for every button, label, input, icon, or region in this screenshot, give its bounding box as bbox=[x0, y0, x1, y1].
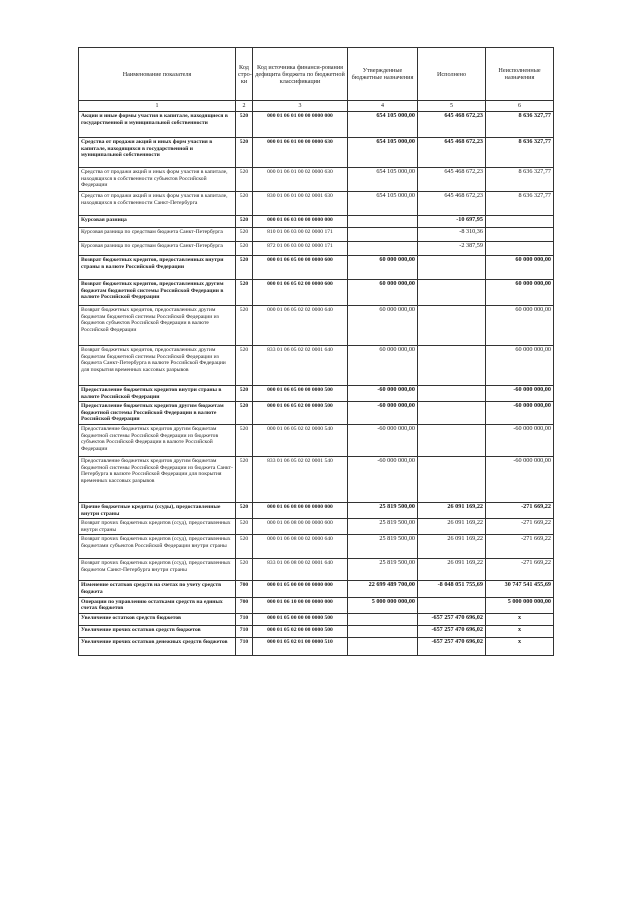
row-name: Возврат прочих бюджетных кредитов (ссуд), предоставленных бюджетами субъектов Российской Федерации внутри страны bbox=[79, 535, 236, 559]
row-approved: 60 000 000,00 bbox=[348, 306, 418, 346]
table-row bbox=[79, 216, 554, 228]
row-unexecuted: 8 636 327,77 bbox=[486, 192, 554, 216]
row-unexecuted bbox=[486, 228, 554, 242]
row-source-code: 000 01 05 00 00 00 0000 500 bbox=[253, 613, 348, 625]
row-line-code: 700 bbox=[236, 597, 253, 613]
row-approved bbox=[348, 228, 418, 242]
row-approved: 654 105 000,00 bbox=[348, 138, 418, 168]
row-name: Возврат бюджетных кредитов, предоставленных другим бюджетам бюджетной системы Российской Федерации в валюте Российской Федерации bbox=[79, 280, 236, 306]
row-name: Курсовая разница по средствам бюджета Санкт-Петербурга bbox=[79, 242, 236, 256]
row-line-code: 710 bbox=[236, 625, 253, 637]
header-indicator-name: Наименование показателя bbox=[79, 48, 236, 101]
row-approved bbox=[348, 216, 418, 228]
row-approved: 5 000 000 000,00 bbox=[348, 597, 418, 613]
table-row bbox=[79, 559, 554, 581]
column-number: 3 bbox=[253, 101, 348, 112]
column-number-row bbox=[79, 101, 554, 112]
row-executed bbox=[418, 402, 486, 425]
row-name: Возврат прочих бюджетных кредитов (ссуд), предоставленных бюджетом Санкт-Петербурга внутри страны bbox=[79, 559, 236, 581]
row-executed bbox=[418, 386, 486, 402]
row-source-code: 000 01 06 05 02 02 0000 640 bbox=[253, 306, 348, 346]
row-executed: 645 468 672,23 bbox=[418, 112, 486, 138]
row-name: Курсовая разница bbox=[79, 216, 236, 228]
row-unexecuted: 30 747 541 455,69 bbox=[486, 581, 554, 597]
row-source-code: 000 01 05 02 01 00 0000 510 bbox=[253, 637, 348, 655]
row-line-code: 520 bbox=[236, 386, 253, 402]
row-line-code: 520 bbox=[236, 228, 253, 242]
row-line-code: 520 bbox=[236, 192, 253, 216]
row-name: Средства от продажи акций и иных форм участия в капитале, находящихся в государственной и муниципальной собственности bbox=[79, 138, 236, 168]
row-source-code: 000 01 06 01 00 00 0000 630 bbox=[253, 138, 348, 168]
row-source-code: 000 01 06 08 00 00 0000 600 bbox=[253, 519, 348, 535]
header-row bbox=[79, 48, 554, 101]
table-row bbox=[79, 456, 554, 502]
header-unexecuted: Неисполненные назначения bbox=[486, 48, 554, 101]
row-line-code: 520 bbox=[236, 424, 253, 456]
table-row bbox=[79, 637, 554, 655]
row-executed: 26 091 169,22 bbox=[418, 535, 486, 559]
table-row bbox=[79, 535, 554, 559]
header-source-code: Код источника финанси-рования дефицита бюджета по бюджетной классификации bbox=[253, 48, 348, 101]
row-unexecuted: 60 000 000,00 bbox=[486, 256, 554, 280]
row-line-code: 520 bbox=[236, 535, 253, 559]
row-line-code: 520 bbox=[236, 216, 253, 228]
row-approved: 25 819 500,00 bbox=[348, 559, 418, 581]
table-row bbox=[79, 168, 554, 192]
column-number: 5 bbox=[418, 101, 486, 112]
row-executed: -10 697,95 bbox=[418, 216, 486, 228]
row-name: Предоставление бюджетных кредитов другим бюджетам бюджетной системы Российской Федерации в валюте Российской Федерации bbox=[79, 402, 236, 425]
row-unexecuted: -271 669,22 bbox=[486, 502, 554, 518]
row-executed bbox=[418, 306, 486, 346]
table-row bbox=[79, 402, 554, 425]
row-name: Возврат бюджетных кредитов, предоставленных другим бюджетам бюджетной системы Российской Федерации из бюджета Санкт-Петербурга в валюте Российской Федерации для покрытия временных кассовых разрывов bbox=[79, 346, 236, 386]
row-approved bbox=[348, 637, 418, 655]
row-name: Операции по управлению остатками средств на единых счетах бюджетов bbox=[79, 597, 236, 613]
row-approved: 60 000 000,00 bbox=[348, 346, 418, 386]
row-unexecuted bbox=[486, 242, 554, 256]
row-executed: 645 468 672,23 bbox=[418, 168, 486, 192]
row-executed bbox=[418, 456, 486, 502]
row-line-code: 520 bbox=[236, 559, 253, 581]
row-line-code: 520 bbox=[236, 256, 253, 280]
row-executed: 645 468 672,23 bbox=[418, 138, 486, 168]
row-line-code: 520 bbox=[236, 502, 253, 518]
row-executed: 26 091 169,22 bbox=[418, 559, 486, 581]
row-source-code: 833 01 06 05 02 02 0001 640 bbox=[253, 346, 348, 386]
table-row bbox=[79, 280, 554, 306]
row-approved bbox=[348, 625, 418, 637]
header-executed: Исполнено bbox=[418, 48, 486, 101]
row-source-code: 000 01 06 01 00 00 0000 000 bbox=[253, 112, 348, 138]
row-name: Увеличение прочих остатков денежных средств бюджетов bbox=[79, 637, 236, 655]
row-source-code: 000 01 05 02 00 00 0000 500 bbox=[253, 625, 348, 637]
row-executed bbox=[418, 346, 486, 386]
row-unexecuted: 60 000 000,00 bbox=[486, 346, 554, 386]
row-executed: -8 310,36 bbox=[418, 228, 486, 242]
row-unexecuted: 8 636 327,77 bbox=[486, 138, 554, 168]
row-source-code: 830 01 06 01 00 02 0001 630 bbox=[253, 192, 348, 216]
row-approved: 654 105 000,00 bbox=[348, 168, 418, 192]
row-unexecuted: 8 636 327,77 bbox=[486, 168, 554, 192]
row-name: Средства от продажи акций и иных форм участия в капитале, находящихся в собственности субъектов Российской Федерации bbox=[79, 168, 236, 192]
budget-table-sheet bbox=[78, 47, 553, 656]
table-row bbox=[79, 625, 554, 637]
column-number: 6 bbox=[486, 101, 554, 112]
row-source-code: 000 01 06 10 00 00 0000 000 bbox=[253, 597, 348, 613]
row-source-code: 000 01 06 08 00 00 0000 000 bbox=[253, 502, 348, 518]
row-line-code: 520 bbox=[236, 112, 253, 138]
row-source-code: 833 01 06 08 00 02 0001 640 bbox=[253, 559, 348, 581]
row-approved bbox=[348, 613, 418, 625]
row-unexecuted: 60 000 000,00 bbox=[486, 280, 554, 306]
row-executed bbox=[418, 256, 486, 280]
row-name: Предоставление бюджетных кредитов внутри страны в валюте Российской Федерации bbox=[79, 386, 236, 402]
column-number: 1 bbox=[79, 101, 236, 112]
row-line-code: 520 bbox=[236, 280, 253, 306]
row-source-code: 000 01 06 05 00 00 0000 500 bbox=[253, 386, 348, 402]
row-name: Предоставление бюджетных кредитов другим бюджетам бюджетной системы Российской Федерации из бюджетов субъектов Российской Федерации в валюте Российской Федерации bbox=[79, 424, 236, 456]
row-executed: 645 468 672,23 bbox=[418, 192, 486, 216]
row-approved: 654 105 000,00 bbox=[348, 112, 418, 138]
row-executed bbox=[418, 280, 486, 306]
row-approved bbox=[348, 242, 418, 256]
row-name: Изменение остатков средств на счетах по учету средств бюджета bbox=[79, 581, 236, 597]
row-unexecuted: x bbox=[486, 637, 554, 655]
row-source-code: 000 01 06 05 00 00 0000 600 bbox=[253, 256, 348, 280]
row-approved: 25 819 500,00 bbox=[348, 519, 418, 535]
row-unexecuted: x bbox=[486, 625, 554, 637]
table-row bbox=[79, 112, 554, 138]
table-row bbox=[79, 502, 554, 518]
row-source-code: 000 01 05 00 00 00 0000 000 bbox=[253, 581, 348, 597]
row-name: Увеличение прочих остатков средств бюджетов bbox=[79, 625, 236, 637]
row-name: Акции и иные формы участия в капитале, находящиеся в государственной и муниципальной собственности bbox=[79, 112, 236, 138]
row-source-code: 000 01 06 05 02 00 0000 600 bbox=[253, 280, 348, 306]
row-approved: -60 000 000,00 bbox=[348, 402, 418, 425]
row-unexecuted: -60 000 000,00 bbox=[486, 456, 554, 502]
row-line-code: 520 bbox=[236, 456, 253, 502]
row-unexecuted: 5 000 000 000,00 bbox=[486, 597, 554, 613]
row-source-code: 000 01 06 05 02 00 0000 500 bbox=[253, 402, 348, 425]
row-approved: 654 105 000,00 bbox=[348, 192, 418, 216]
row-unexecuted bbox=[486, 216, 554, 228]
table-row bbox=[79, 613, 554, 625]
row-approved: 25 819 500,00 bbox=[348, 535, 418, 559]
row-approved: 60 000 000,00 bbox=[348, 256, 418, 280]
row-name: Возврат бюджетных кредитов, предоставленных другим бюджетам бюджетной системы Российской Федерации из бюджетов субъектов Российской Федерации в валюте Российской Федерации bbox=[79, 306, 236, 346]
row-line-code: 520 bbox=[236, 168, 253, 192]
table-row bbox=[79, 306, 554, 346]
table-row bbox=[79, 346, 554, 386]
table-row bbox=[79, 228, 554, 242]
row-unexecuted: x bbox=[486, 613, 554, 625]
row-executed: -657 257 470 696,02 bbox=[418, 613, 486, 625]
table-row bbox=[79, 597, 554, 613]
table-row bbox=[79, 519, 554, 535]
row-source-code: 000 01 06 05 02 02 0000 540 bbox=[253, 424, 348, 456]
row-source-code: 000 01 06 08 00 02 0000 640 bbox=[253, 535, 348, 559]
row-executed: 26 091 169,22 bbox=[418, 502, 486, 518]
row-source-code: 000 01 06 03 00 00 0000 000 bbox=[253, 216, 348, 228]
row-unexecuted: -60 000 000,00 bbox=[486, 424, 554, 456]
row-executed: -2 387,59 bbox=[418, 242, 486, 256]
row-executed: 26 091 169,22 bbox=[418, 519, 486, 535]
row-name: Курсовая разница по средствам бюджета Санкт-Петербурга bbox=[79, 228, 236, 242]
row-unexecuted: 8 636 327,77 bbox=[486, 112, 554, 138]
row-executed: -8 048 051 755,69 bbox=[418, 581, 486, 597]
row-source-code: 000 01 06 01 00 02 0000 630 bbox=[253, 168, 348, 192]
row-source-code: 872 01 06 03 00 02 0000 171 bbox=[253, 242, 348, 256]
row-unexecuted: -60 000 000,00 bbox=[486, 386, 554, 402]
header-approved: Утвержденные бюджетные назначения bbox=[348, 48, 418, 101]
row-approved: -60 000 000,00 bbox=[348, 386, 418, 402]
row-approved: -60 000 000,00 bbox=[348, 456, 418, 502]
row-unexecuted: -271 669,22 bbox=[486, 535, 554, 559]
row-line-code: 520 bbox=[236, 519, 253, 535]
row-line-code: 520 bbox=[236, 346, 253, 386]
row-approved: 22 699 489 700,00 bbox=[348, 581, 418, 597]
row-line-code: 520 bbox=[236, 402, 253, 425]
row-line-code: 520 bbox=[236, 138, 253, 168]
table-row bbox=[79, 424, 554, 456]
row-name: Предоставление бюджетных кредитов другим бюджетам бюджетной системы Российской Федерации из бюджета Санкт-Петербурга в валюте Российской Федерации для покрытия временных кассовых разрывов bbox=[79, 456, 236, 502]
row-unexecuted: -60 000 000,00 bbox=[486, 402, 554, 425]
row-executed: -657 257 470 696,02 bbox=[418, 625, 486, 637]
row-unexecuted: 60 000 000,00 bbox=[486, 306, 554, 346]
row-source-code: 810 01 06 03 00 02 0000 171 bbox=[253, 228, 348, 242]
table-row bbox=[79, 386, 554, 402]
row-approved: 60 000 000,00 bbox=[348, 280, 418, 306]
row-line-code: 520 bbox=[236, 306, 253, 346]
row-line-code: 710 bbox=[236, 613, 253, 625]
row-name: Средства от продажи акций и иных форм участия в капитале, находящихся в собственности Санкт-Петербурга bbox=[79, 192, 236, 216]
table-row bbox=[79, 192, 554, 216]
row-executed: -657 257 470 696,02 bbox=[418, 637, 486, 655]
header-line-code: Код стро-ки bbox=[236, 48, 253, 101]
row-source-code: 833 01 06 05 02 02 0001 540 bbox=[253, 456, 348, 502]
row-line-code: 710 bbox=[236, 637, 253, 655]
row-approved: 25 819 500,00 bbox=[348, 502, 418, 518]
row-approved: -60 000 000,00 bbox=[348, 424, 418, 456]
row-name: Прочие бюджетные кредиты (ссуды), предоставленные внутри страны bbox=[79, 502, 236, 518]
row-name: Возврат бюджетных кредитов, предоставленных внутри страны в валюте Российской Федерации bbox=[79, 256, 236, 280]
row-line-code: 700 bbox=[236, 581, 253, 597]
row-unexecuted: -271 669,22 bbox=[486, 559, 554, 581]
budget-deficit-financing-table bbox=[78, 47, 554, 656]
table-row bbox=[79, 581, 554, 597]
column-number: 2 bbox=[236, 101, 253, 112]
row-executed bbox=[418, 597, 486, 613]
table-body bbox=[79, 112, 554, 656]
table-row bbox=[79, 242, 554, 256]
table-row bbox=[79, 138, 554, 168]
column-number: 4 bbox=[348, 101, 418, 112]
row-executed bbox=[418, 424, 486, 456]
row-name: Увеличение остатков средств бюджетов bbox=[79, 613, 236, 625]
row-unexecuted: -271 669,22 bbox=[486, 519, 554, 535]
table-row bbox=[79, 256, 554, 280]
row-line-code: 520 bbox=[236, 242, 253, 256]
row-name: Возврат прочих бюджетных кредитов (ссуд), предоставленных внутри страны bbox=[79, 519, 236, 535]
